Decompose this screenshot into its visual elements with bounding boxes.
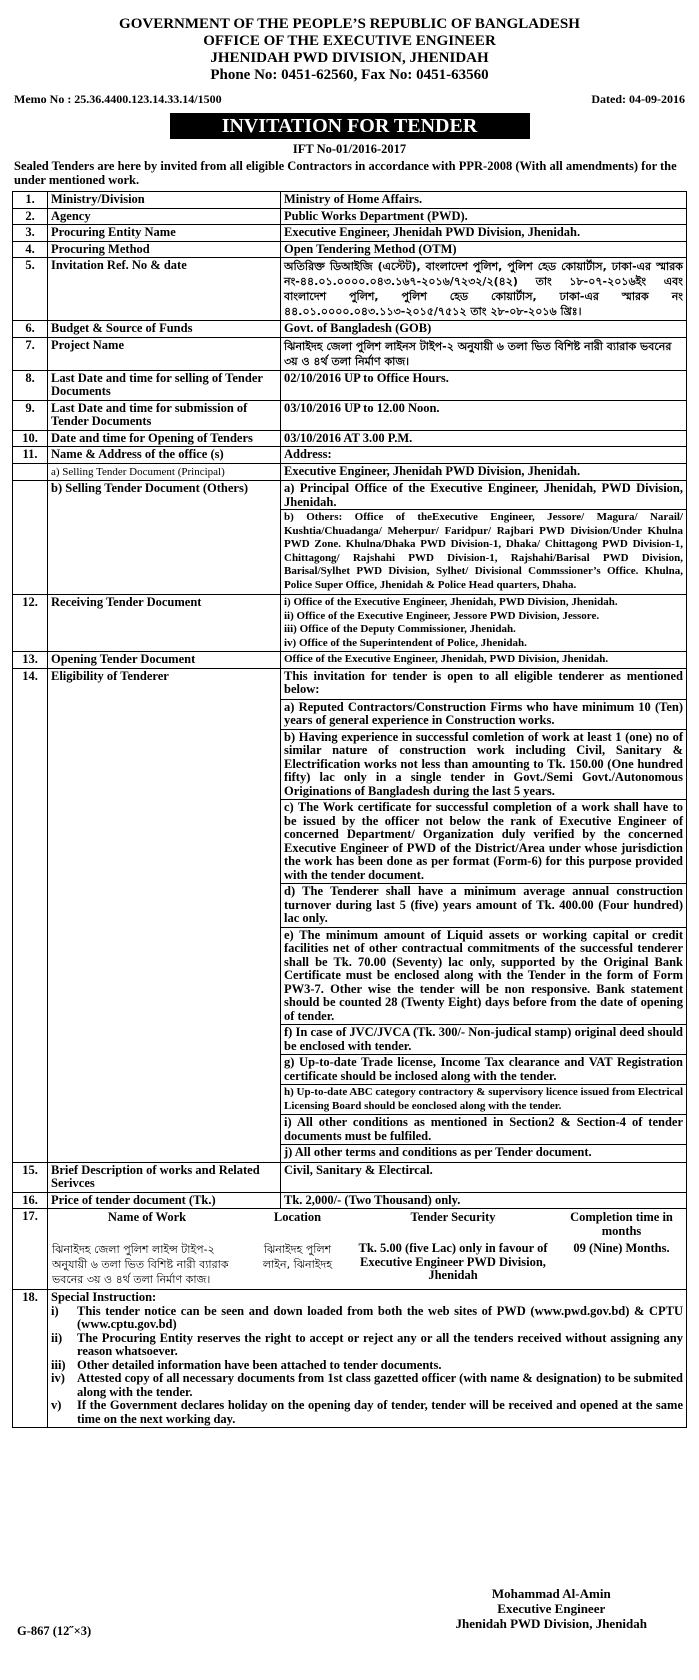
row-value: 03/10/2016 AT 3.00 P.M. bbox=[281, 430, 687, 447]
table-row bbox=[13, 400, 687, 430]
row-label: Last Date and time for submission of Tender Documents bbox=[48, 400, 281, 430]
row-number: 6. bbox=[13, 321, 48, 338]
row-number: 15. bbox=[13, 1162, 48, 1192]
row-value: Open Tendering Method (OTM) bbox=[281, 241, 687, 258]
list-item: e) The minimum amount of Liquid assets or working capital or credit facilities net of other contractual commitments of the successful tenderer shall be Tk. 70.00 (Seventy) lac only, supported by the Original Bank Certificate must be enclosed along with the Tender in the form of Form PW3-7. Other wise the tender will be non responsive. Bank statement should be counted 28 (Twenty Eight) days before from the date of opening of tender. bbox=[281, 927, 686, 1025]
memo-number: Memo No : 25.36.4400.123.14.33.14/1500 bbox=[14, 92, 222, 106]
row-label: Eligibility of Tenderer bbox=[48, 668, 281, 1162]
list-item bbox=[51, 1359, 683, 1373]
row-number: 7. bbox=[13, 337, 48, 370]
row-number: 18. bbox=[13, 1290, 48, 1428]
list-item: a) Reputed Contractors/Construction Firms who have minimum 10 (Ten) years of general experience in Construction works. bbox=[281, 699, 686, 729]
row-number: 10. bbox=[13, 430, 48, 447]
eligibility-intro: This invitation for tender is open to all eligible tenderer as mentioned below: bbox=[284, 668, 683, 696]
table-row bbox=[13, 1290, 687, 1428]
selling-others-label: b) Selling Tender Document (Others) bbox=[48, 481, 281, 595]
receiving-offices bbox=[281, 595, 687, 652]
work-completion: 09 (Nine) Months. bbox=[573, 1241, 670, 1255]
other-offices: b) Others: Office of theExecutive Engineer, Jessore/ Magura/ Narail/ Kushtia/Chuadanga/ Meherpur/ Faridpur/ Rajbari PWD Division/Under Khulna PWD Zone. Khulna/Dhaka PWD Division-1, Dhaka/ Chittagong PWD Division-1, Chittagong/ Rajshahi PWD Division-1, Rajshahi/Barisal PWD Division, Barisal/Sylhet PWD Division, Sylhet/ Divisional Commssioner’s Office. Khulna, Police Super Office, Jhenidah & Police Head quarters, Dhaha. bbox=[281, 509, 686, 593]
row-number: 4. bbox=[13, 241, 48, 258]
row-number: 3. bbox=[13, 225, 48, 242]
row-number bbox=[13, 481, 48, 595]
row-number: 11. bbox=[13, 447, 48, 464]
row-number: 12. bbox=[13, 595, 48, 652]
row-value: 02/10/2016 UP to Office Hours. bbox=[281, 370, 687, 400]
table-row bbox=[13, 1209, 687, 1290]
work-security: Tk. 5.00 (five Lac) only in favour of Executive Engineer PWD Division, Jhenidah bbox=[358, 1241, 548, 1282]
table-row bbox=[13, 463, 687, 481]
list-item: d) The Tenderer shall have a minimum average annual construction turnover during last 5 (five) years amount of Tk. 400.00 (Four hundred) lac only. bbox=[281, 883, 686, 927]
table-row bbox=[13, 1192, 687, 1209]
table-row bbox=[13, 192, 687, 209]
col-name-of-work: Name of Work bbox=[107, 1210, 187, 1224]
table-row bbox=[13, 668, 687, 1162]
row-label: Procuring Entity Name bbox=[48, 225, 281, 242]
row-value: ঝিনাইদহ জেলা পুলিশ লাইনস টাইপ-২ অনুযায়ী ৬ তলা ভিত বিশিষ্ট নারী ব্যারাক ভবনের ৩য় ও ৪র্থ তলা নির্মাণ কাজ। bbox=[281, 337, 687, 370]
table-row bbox=[13, 208, 687, 225]
work-table-header bbox=[48, 1209, 686, 1240]
table-row bbox=[13, 241, 687, 258]
item-key: iii) bbox=[51, 1357, 66, 1372]
table-row bbox=[13, 481, 687, 595]
letterhead bbox=[12, 16, 687, 84]
tender-table bbox=[12, 191, 687, 1428]
row-label: Ministry/Division bbox=[48, 192, 281, 209]
item-text: Other detailed information have been attached to tender documents. bbox=[77, 1357, 442, 1372]
signature-block bbox=[456, 1586, 647, 1631]
signatory-office: Jhenidah PWD Division, Jhenidah bbox=[455, 1616, 647, 1631]
item-text: The Procuring Entity reserves the right to accept or reject any or all the tenders received without assigning any reason whatsoever. bbox=[77, 1330, 683, 1358]
item-key: v) bbox=[51, 1398, 62, 1412]
row-value: Office of the Executive Engineer, Jhenidah, PWD Division, Jhenidah. bbox=[281, 652, 687, 669]
row-label: Last Date and time for selling of Tender Documents bbox=[48, 370, 281, 400]
list-item: f) In case of JVC/JVCA (Tk. 300/- Non-judical stamp) original deed should be enclosed with tender. bbox=[281, 1024, 686, 1054]
table-row bbox=[13, 1162, 687, 1192]
list-item bbox=[51, 1399, 683, 1426]
row-value: Public Works Department (PWD). bbox=[281, 208, 687, 225]
memo-date: Dated: 04-09-2016 bbox=[591, 92, 685, 106]
row-number bbox=[13, 463, 48, 481]
item-key: i) bbox=[51, 1303, 59, 1318]
list-item: b) Having experience in successful comletion of work at least 1 (one) no of similar nature of construction work including Civil, Sanitary & Electrification works not less than amounting to Tk. 150.00 (One hundred fifty) lac only in a single tender in Govt./Semi Govt./Autonomous Originations of Bangladesh during the last 5 years. bbox=[281, 729, 686, 800]
special-instructions-title: Special Instruction: bbox=[51, 1290, 157, 1304]
item-key: ii) bbox=[51, 1330, 63, 1345]
g-number: G-867 (12˝×3) bbox=[17, 1624, 92, 1638]
row-value: অতিরিক্ত ডিআইজি (এস্টেট), বাংলাদেশ পুলিশ, পুলিশ হেড কোয়ার্টাস, ঢাকা-এর স্মারক নং-৪৪.০১.০০০০.০৪৩.১৬৭-২০১৬/৭২৩২/২(৪২) তাং ১৮-০৭-২০১৬ইং এবং বাংলাদেশ পুলিশ, পুলিশ হেড কোয়ার্টাস, ঢাকা-এর স্মারক নং ৪৪.০১.০০০০.০৪৩.১১৩-২০১৫/৭৫১২ তাং ২৮-০৮-২০১৬ খ্রিঃ। bbox=[281, 258, 687, 321]
list-item: i) Office of the Executive Engineer, Jhenidah, PWD Division, Jhenidah. bbox=[284, 596, 618, 608]
row-value: Executive Engineer, Jhenidah PWD Division, Jhenidah. bbox=[281, 225, 687, 242]
table-row bbox=[13, 447, 687, 464]
row-label: Opening Tender Document bbox=[48, 652, 281, 669]
notice-title: INVITATION FOR TENDER bbox=[170, 113, 530, 139]
row-value: Tk. 2,000/- (Two Thousand) only. bbox=[281, 1192, 687, 1209]
work-location: ঝিনাইদহ পুলিশ লাইন, ঝিনাইদহ bbox=[262, 1243, 333, 1271]
instruction-list bbox=[51, 1305, 683, 1427]
table-row bbox=[13, 595, 687, 652]
intro-text: Sealed Tenders are here by invited from all eligible Contractors in accordance with PPR-2008 (With all amendments) for the under mentioned work. bbox=[14, 159, 677, 187]
row-label: Name & Address of the office (s) bbox=[48, 447, 281, 464]
row-label: Project Name bbox=[48, 337, 281, 370]
header-office: OFFICE OF THE EXECUTIVE ENGINEER bbox=[203, 33, 496, 49]
selling-others-value bbox=[281, 481, 687, 595]
row-value: 03/10/2016 UP to 12.00 Noon. bbox=[281, 400, 687, 430]
row-label: Invitation Ref. No & date bbox=[48, 258, 281, 321]
row-number: 2. bbox=[13, 208, 48, 225]
list-item: g) Up-to-date Trade license, Income Tax clearance and VAT Registration certificate should be inclosed along with the tender. bbox=[281, 1054, 686, 1084]
row-label: Date and time for Opening of Tenders bbox=[48, 430, 281, 447]
list-item: ii) Office of the Executive Engineer, Jessore PWD Division, Jessore. bbox=[284, 609, 600, 622]
row-number: 16. bbox=[13, 1192, 48, 1209]
col-completion-time: Completion time in months bbox=[570, 1210, 673, 1238]
memo-row bbox=[12, 92, 687, 107]
row-label: Budget & Source of Funds bbox=[48, 321, 281, 338]
item-text: This tender notice can be seen and down loaded from both the web sites of PWD (www.pwd.gov.bd) & CPTU (www.cptu.gov.bd) bbox=[77, 1303, 683, 1331]
list-item: iii) Office of the Deputy Commissioner, Jhenidah. bbox=[284, 623, 516, 635]
table-row bbox=[13, 337, 687, 370]
work-table-row bbox=[48, 1240, 686, 1289]
list-item: c) The Work certificate for successful completion of a work shall have to be issued by the officer not below the rank of Executive Engineer of concerned Department/ Organization duly verified by the concerned Executive Engineer of PWD of the District/Area under whose jurisdiction the work has been done as per format (Form-6) for this purpose provided with the tender document. bbox=[281, 799, 686, 883]
selling-principal-label: a) Selling Tender Document (Principal) bbox=[51, 465, 225, 478]
row-label: Receiving Tender Document bbox=[48, 595, 281, 652]
row-label: Procuring Method bbox=[48, 241, 281, 258]
row-label: Price of tender document (Tk.) bbox=[48, 1192, 281, 1209]
table-row bbox=[13, 321, 687, 338]
row-number: 13. bbox=[13, 652, 48, 669]
row-number: 14. bbox=[13, 668, 48, 1162]
tender-notice bbox=[12, 0, 687, 1638]
selling-principal-value: Executive Engineer, Jhenidah PWD Division, Jhenidah. bbox=[281, 463, 687, 481]
principal-office: a) Principal Office of the Executive Engineer, Jhenidah, PWD Division, Jhenidah. bbox=[284, 481, 683, 509]
list-item: h) Up-to-date ABC category contractory & supervisory licence issued from Electrical Licensing Board should be eonclosed along with the tender. bbox=[281, 1084, 686, 1114]
eligibility-list bbox=[281, 668, 687, 1162]
table-row bbox=[13, 370, 687, 400]
col-tender-security: Tender Security bbox=[410, 1210, 496, 1224]
list-item bbox=[51, 1372, 683, 1399]
ift-number: IFT No-01/2016-2017 bbox=[292, 142, 407, 156]
row-value: Govt. of Bangladesh (GOB) bbox=[281, 321, 687, 338]
table-row bbox=[13, 652, 687, 669]
item-key: iv) bbox=[51, 1371, 65, 1385]
list-item: i) All other conditions as mentioned in Section2 & Section-4 of tender documents must be fulfiled. bbox=[281, 1114, 686, 1144]
row-label bbox=[48, 463, 281, 481]
row-label: Agency bbox=[48, 208, 281, 225]
header-government: GOVERNMENT OF THE PEOPLE’S REPUBLIC OF BANGLADESH bbox=[119, 16, 580, 32]
header-division: JHENIDAH PWD DIVISION, JHENIDAH bbox=[210, 50, 489, 66]
row-label: Brief Description of works and Related Serivces bbox=[48, 1162, 281, 1192]
signatory-designation: Executive Engineer bbox=[497, 1601, 606, 1616]
list-item: j) All other terms and conditions as per Tender document. bbox=[281, 1144, 686, 1161]
table-row bbox=[13, 430, 687, 447]
row-number: 5. bbox=[13, 258, 48, 321]
list-item: iv) Office of the Superintendent of Police, Jhenidah. bbox=[284, 636, 527, 649]
row-number: 1. bbox=[13, 192, 48, 209]
table-row bbox=[13, 258, 687, 321]
row-number: 9. bbox=[13, 400, 48, 430]
work-table bbox=[48, 1209, 686, 1289]
special-instructions bbox=[48, 1290, 687, 1428]
row-value: Civil, Sanitary & Electircal. bbox=[281, 1162, 687, 1192]
item-text: If the Government declares holiday on the opening day of tender, tender will be received and opened at the same time on the next working day. bbox=[77, 1398, 683, 1426]
work-name: ঝিনাইদহ জেলা পুলিশ লাইন্স টাইপ-২ অনুযায়ী ৬ তলা ভিত বিশিষ্ট নারী ব্যারাক ভবনের ৩য় ও ৪র্থ তলা নির্মাণ কাজ। bbox=[52, 1243, 229, 1286]
row-number: 8. bbox=[13, 370, 48, 400]
signatory-name: Mohammad Al-Amin bbox=[491, 1586, 611, 1601]
list-item bbox=[51, 1332, 683, 1359]
table-row bbox=[13, 225, 687, 242]
row-value: Ministry of Home Affairs. bbox=[281, 192, 687, 209]
work-table-cell bbox=[48, 1209, 687, 1290]
item-text: Attested copy of all necessary documents from 1st class gazetted officer (with name & designation) to be submited along with the tender. bbox=[77, 1371, 683, 1399]
list-item bbox=[51, 1305, 683, 1332]
row-number: 17. bbox=[13, 1209, 48, 1290]
header-phone: Phone No: 0451-62560, Fax No: 0451-63560 bbox=[210, 67, 489, 83]
row-value: Address: bbox=[281, 447, 687, 464]
col-location: Location bbox=[273, 1210, 322, 1224]
